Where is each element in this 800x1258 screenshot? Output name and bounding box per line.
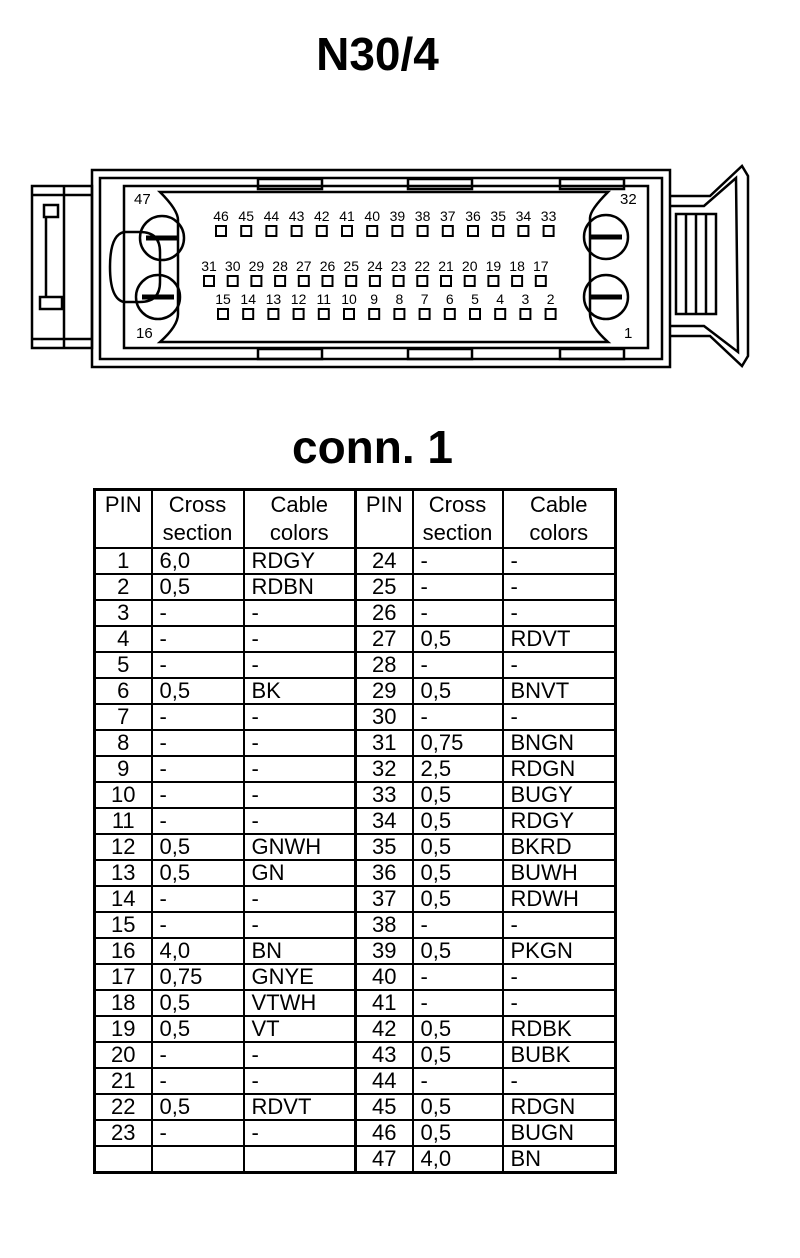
pin-socket-2 [546,309,556,319]
pin-label-28: 28 [272,258,288,274]
pin-socket-28 [275,276,285,286]
table-cell: - [152,1068,244,1094]
table-cell: 16 [95,938,152,964]
pin-socket-36 [468,226,478,236]
table-cell: 0,5 [152,1094,244,1120]
pin-socket-23 [394,276,404,286]
table-cell: BN [244,938,356,964]
table-cell: VT [244,1016,356,1042]
table-row [95,678,616,704]
table-cell: 6 [95,678,152,704]
pin-label-7: 7 [420,291,429,307]
table-cell: 26 [356,600,413,626]
table-row [95,1016,616,1042]
pin-label-12: 12 [290,291,307,307]
table-cell: RDBK [503,1016,616,1042]
table-cell: 0,5 [152,834,244,860]
table-cell: RDWH [503,886,616,912]
table-cell: 28 [356,652,413,678]
table-cell: 9 [95,756,152,782]
pin-label-19: 19 [485,258,502,274]
pin-label-18: 18 [509,258,525,274]
table-cell: 0,5 [413,782,503,808]
table-cell: 3 [95,600,152,626]
pin-socket-9 [369,309,379,319]
page-title: N30/4 [316,28,439,80]
table-row [95,600,616,626]
table-cell: - [152,782,244,808]
table-cell: 0,5 [413,808,503,834]
table-cell: - [244,1042,356,1068]
table-header-cell: Cable colors [503,490,616,549]
table-cell: BUWH [503,860,616,886]
table-cell: 7 [95,704,152,730]
pin-socket-11 [319,309,329,319]
table-cell: 41 [356,990,413,1016]
table-cell: 39 [356,938,413,964]
table-cell [95,1146,152,1173]
table-cell: 18 [95,990,152,1016]
table-cell [244,1146,356,1173]
pin-label-22: 22 [414,258,431,274]
table-row [95,652,616,678]
pin-label-41: 41 [339,208,355,224]
table-cell: 2 [95,574,152,600]
pin-socket-34 [518,226,528,236]
table-cell [152,1146,244,1173]
table-cell: BUGN [503,1120,616,1146]
table-row [95,574,616,600]
table-cell: 0,5 [413,938,503,964]
table-cell: GNWH [244,834,356,860]
table-row [95,626,616,652]
table-cell: 4,0 [152,938,244,964]
pin-socket-38 [418,226,428,236]
pin-label-23: 23 [390,258,407,274]
table-cell: 43 [356,1042,413,1068]
table-cell: - [244,782,356,808]
table-cell: 0,5 [413,678,503,704]
table-row [95,808,616,834]
table-cell: 0,5 [413,1042,503,1068]
table-cell: - [152,1042,244,1068]
pin-label-20: 20 [461,258,478,274]
table-row [95,756,616,782]
table-cell: 33 [356,782,413,808]
corner-label-47: 47 [134,191,151,208]
table-cell: 12 [95,834,152,860]
pin-label-43: 43 [288,208,305,224]
pin-socket-4 [495,309,505,319]
table-cell: RDBN [244,574,356,600]
pin-label-3: 3 [521,291,530,307]
pin-label-9: 9 [370,291,379,307]
pin-socket-43 [292,226,302,236]
table-cell: - [503,704,616,730]
table-cell: 4,0 [413,1146,503,1173]
table-cell: 17 [95,964,152,990]
table-cell: 34 [356,808,413,834]
pin-socket-24 [370,276,380,286]
table-cell: - [413,912,503,938]
table-header-cell: Cable colors [244,490,356,549]
table-cell: 0,5 [413,886,503,912]
table-cell: - [503,600,616,626]
pin-socket-25 [346,276,356,286]
table-row [95,860,616,886]
table-header-cell: PIN [356,490,413,549]
table-row [95,1146,616,1173]
table-cell: - [503,574,616,600]
pin-label-5: 5 [471,291,479,307]
pin-label-4: 4 [496,291,505,307]
table-header-cell: Cross section [413,490,503,549]
pin-label-15: 15 [215,291,231,307]
table-row [95,912,616,938]
pin-label-45: 45 [238,208,254,224]
table-cell: 29 [356,678,413,704]
pin-socket-14 [243,309,253,319]
table-cell: - [152,626,244,652]
pin-socket-17 [536,276,546,286]
table-cell: 0,5 [413,1094,503,1120]
table-cell: 0,5 [413,1016,503,1042]
table-cell: - [244,704,356,730]
corner-label-16: 16 [136,325,153,342]
table-cell: 19 [95,1016,152,1042]
table-cell: - [244,626,356,652]
table-cell: 40 [356,964,413,990]
table-cell: 36 [356,860,413,886]
table-cell: BKRD [503,834,616,860]
table-cell: BN [503,1146,616,1173]
table-cell: 15 [95,912,152,938]
table-cell: RDVT [503,626,616,652]
pin-label-25: 25 [343,258,359,274]
pin-socket-10 [344,309,354,319]
corner-label-1: 1 [624,325,633,342]
pin-socket-5 [470,309,480,319]
table-cell: 38 [356,912,413,938]
pin-socket-39 [392,226,402,236]
pin-label-30: 30 [224,258,241,274]
table-row [95,938,616,964]
table-cell: - [413,574,503,600]
table-cell: - [503,964,616,990]
pin-label-11: 11 [316,291,332,307]
table-cell: 0,5 [413,834,503,860]
pin-label-29: 29 [248,258,265,274]
table-cell: - [413,704,503,730]
table-row [95,730,616,756]
table-row [95,1042,616,1068]
pin-socket-3 [520,309,530,319]
table-row [95,1068,616,1094]
pin-label-38: 38 [414,208,431,224]
table-cell: 6,0 [152,548,244,574]
table-cell: 24 [356,548,413,574]
table-cell: 5 [95,652,152,678]
table-cell: GN [244,860,356,886]
table-cell: - [413,600,503,626]
table-cell: - [413,990,503,1016]
pin-label-14: 14 [240,291,256,307]
table-cell: 47 [356,1146,413,1173]
table-cell: 0,5 [413,1120,503,1146]
table-cell: 27 [356,626,413,652]
pin-socket-27 [299,276,309,286]
table-cell: - [503,652,616,678]
table-cell: - [152,912,244,938]
table-cell: 42 [356,1016,413,1042]
pin-socket-31 [204,276,214,286]
table-cell: - [503,990,616,1016]
connector-diagram [0,150,800,390]
pin-socket-15 [218,309,228,319]
table-cell: - [413,1068,503,1094]
table-header-row [95,490,616,549]
table-cell: - [152,730,244,756]
table-cell: - [244,730,356,756]
table-cell: 14 [95,886,152,912]
table-cell: 2,5 [413,756,503,782]
table-cell: - [413,548,503,574]
pin-socket-30 [228,276,238,286]
pin-socket-37 [443,226,453,236]
pin-socket-19 [488,276,498,286]
table-cell: 0,5 [152,860,244,886]
table-cell: GNYE [244,964,356,990]
corner-label-32: 32 [620,191,637,208]
pin-label-35: 35 [490,208,506,224]
table-cell: 0,75 [413,730,503,756]
connector-subtitle: conn. 1 [291,421,454,473]
pin-socket-20 [465,276,475,286]
table-cell: 32 [356,756,413,782]
table-cell: - [244,756,356,782]
pin-socket-6 [445,309,455,319]
table-row [95,834,616,860]
table-cell: - [503,912,616,938]
table-cell: - [413,652,503,678]
pin-label-42: 42 [314,208,330,224]
table-row [95,704,616,730]
pin-label-8: 8 [395,291,404,307]
pin-label-34: 34 [515,208,532,224]
table-cell: - [244,912,356,938]
table-cell: BNGN [503,730,616,756]
table-cell: 46 [356,1120,413,1146]
pin-label-21: 21 [438,258,454,274]
pin-label-13: 13 [265,291,282,307]
table-cell: - [152,1120,244,1146]
table-cell: 0,5 [152,990,244,1016]
pin-label-44: 44 [263,208,280,224]
table-cell: 30 [356,704,413,730]
table-cell: RDGY [503,808,616,834]
pin-socket-7 [420,309,430,319]
table-cell: 37 [356,886,413,912]
table-cell: 1 [95,548,152,574]
pin-table [93,488,617,1174]
pin-socket-29 [251,276,261,286]
table-cell: BUGY [503,782,616,808]
pin-label-2: 2 [546,291,555,307]
table-cell: 0,5 [152,1016,244,1042]
pin-label-27: 27 [296,258,312,274]
table-cell: - [244,886,356,912]
table-cell: - [503,548,616,574]
table-cell: 4 [95,626,152,652]
pin-socket-44 [266,226,276,236]
table-cell: - [244,600,356,626]
table-cell: - [152,756,244,782]
table-cell: 0,5 [413,626,503,652]
table-cell: RDGN [503,756,616,782]
table-cell: 35 [356,834,413,860]
table-row [95,990,616,1016]
table-cell: 20 [95,1042,152,1068]
table-cell: 0,5 [152,574,244,600]
pin-label-24: 24 [367,258,383,274]
table-row [95,782,616,808]
pin-label-26: 26 [319,258,336,274]
pin-socket-13 [268,309,278,319]
table-row [95,548,616,574]
pin-label-46: 46 [213,208,229,224]
pin-label-33: 33 [540,208,557,224]
pin-label-10: 10 [341,291,357,307]
table-cell: - [152,808,244,834]
pin-socket-33 [544,226,554,236]
pin-socket-8 [394,309,404,319]
table-cell: 22 [95,1094,152,1120]
table-cell: RDVT [244,1094,356,1120]
table-cell: - [503,1068,616,1094]
table-row [95,886,616,912]
table-header-cell: Cross section [152,490,244,549]
pin-label-40: 40 [364,208,380,224]
table-cell: 0,5 [413,860,503,886]
pin-label-31: 31 [201,258,217,274]
table-cell: 25 [356,574,413,600]
table-cell: BUBK [503,1042,616,1068]
table-cell: RDGY [244,548,356,574]
pin-socket-26 [323,276,333,286]
table-cell: - [413,964,503,990]
pin-socket-22 [417,276,427,286]
table-cell: 31 [356,730,413,756]
pin-label-36: 36 [465,208,481,224]
table-cell: - [152,886,244,912]
pin-socket-12 [294,309,304,319]
table-cell: 23 [95,1120,152,1146]
table-cell: 0,75 [152,964,244,990]
table-cell: 13 [95,860,152,886]
table-cell: 0,5 [152,678,244,704]
pin-socket-46 [216,226,226,236]
table-cell: PKGN [503,938,616,964]
table-cell: - [244,1068,356,1094]
pin-socket-40 [367,226,377,236]
pin-socket-21 [441,276,451,286]
pin-socket-41 [342,226,352,236]
table-cell: - [244,652,356,678]
table-cell: 8 [95,730,152,756]
table-cell: - [152,704,244,730]
pin-socket-42 [317,226,327,236]
table-cell: - [244,1120,356,1146]
table-row [95,1094,616,1120]
table-header-cell: PIN [95,490,152,549]
pin-label-39: 39 [389,208,406,224]
table-cell: 10 [95,782,152,808]
pin-label-6: 6 [445,291,454,307]
pin-socket-45 [241,226,251,236]
table-cell: BNVT [503,678,616,704]
pin-socket-18 [512,276,522,286]
table-cell: BK [244,678,356,704]
pin-socket-35 [493,226,503,236]
table-cell: VTWH [244,990,356,1016]
table-cell: 45 [356,1094,413,1120]
table-cell: - [244,808,356,834]
pin-label-17: 17 [533,258,549,274]
table-cell: 21 [95,1068,152,1094]
table-cell: 11 [95,808,152,834]
pin-label-37: 37 [440,208,456,224]
table-cell: RDGN [503,1094,616,1120]
table-cell: - [152,600,244,626]
table-cell: 44 [356,1068,413,1094]
table-cell: - [152,652,244,678]
table-row [95,964,616,990]
table-row [95,1120,616,1146]
